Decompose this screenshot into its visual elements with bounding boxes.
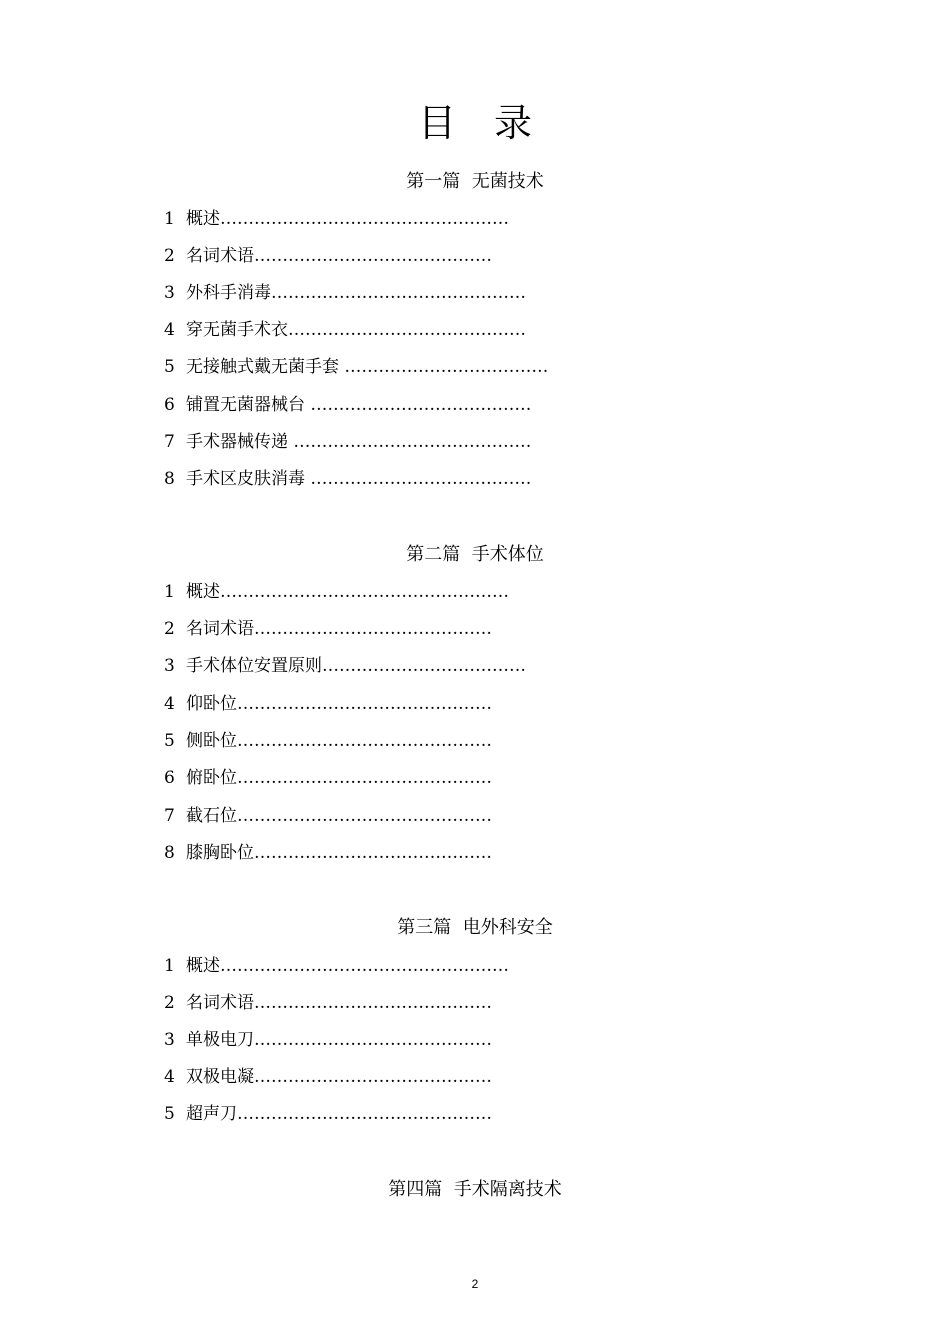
entry-leader: ………………………………………	[271, 283, 526, 303]
toc-entry[interactable]	[164, 355, 548, 379]
entry-leader: ……………………………………………	[220, 582, 509, 602]
toc-entry[interactable]	[164, 467, 531, 491]
entry-leader: ………………………………………	[237, 1104, 492, 1124]
entry-leader: ……………………………………	[254, 246, 492, 266]
toc-entry[interactable]	[164, 281, 526, 305]
entry-number: 1	[164, 582, 175, 602]
entry-title: 单极电刀	[186, 1030, 254, 1050]
entry-leader: ………………………………………	[237, 806, 492, 826]
entry-leader: ……………………………………	[254, 1067, 492, 1087]
entry-leader: …………………………………	[305, 469, 532, 489]
toc-entry[interactable]	[164, 1102, 492, 1126]
entry-title: 名词术语	[186, 993, 254, 1013]
page-title: 目录	[417, 101, 570, 145]
toc-entry[interactable]	[164, 991, 492, 1015]
entry-title: 膝胸卧位	[186, 843, 254, 863]
toc-entry[interactable]	[164, 1065, 492, 1089]
entry-leader: ……………………………………	[254, 1030, 492, 1050]
entry-title: 双极电凝	[186, 1067, 254, 1087]
toc-entry[interactable]	[164, 617, 492, 641]
entry-number: 1	[164, 209, 175, 229]
entry-leader: ……………………………………	[254, 993, 492, 1013]
toc-entry[interactable]	[164, 244, 492, 268]
part-heading-4: 第四篇 手术隔离技术	[388, 1179, 562, 1200]
toc-entry[interactable]	[164, 393, 531, 417]
entry-leader: ……………………………………	[288, 320, 526, 340]
entry-number: 1	[164, 956, 175, 976]
entry-title: 手术器械传递	[186, 432, 288, 452]
entry-number: 2	[164, 619, 175, 639]
entry-number: 5	[164, 731, 175, 751]
toc-entry[interactable]	[164, 729, 492, 753]
toc-entry[interactable]	[164, 654, 526, 678]
entry-title: 手术体位安置原则	[186, 656, 322, 676]
entry-number: 4	[164, 1067, 175, 1087]
part-heading-3: 第三篇 电外科安全	[397, 917, 553, 938]
entry-number: 5	[164, 357, 175, 377]
entry-number: 2	[164, 993, 175, 1013]
entry-title: 侧卧位	[186, 731, 237, 751]
entry-leader: ………………………………………	[237, 768, 492, 788]
toc-entry[interactable]	[164, 318, 526, 342]
entry-leader: ………………………………………	[237, 694, 492, 714]
page-number: 2	[471, 1277, 479, 1291]
entry-leader: ……………………………………………	[220, 209, 509, 229]
entry-title: 铺置无菌器械台	[186, 395, 305, 415]
toc-entry[interactable]	[164, 954, 509, 978]
part-heading-1: 第一篇 无菌技术	[406, 171, 544, 192]
toc-entry[interactable]	[164, 580, 509, 604]
entry-number: 3	[164, 1030, 175, 1050]
part-heading-2: 第二篇 手术体位	[406, 544, 544, 565]
entry-title: 手术区皮肤消毒	[186, 469, 305, 489]
entry-title: 概述	[186, 956, 220, 976]
toc-entry[interactable]	[164, 430, 531, 454]
toc-entry[interactable]	[164, 207, 509, 231]
entry-number: 3	[164, 283, 175, 303]
entry-number: 6	[164, 768, 175, 788]
toc-entry[interactable]	[164, 841, 492, 865]
entry-number: 5	[164, 1104, 175, 1124]
toc-entry[interactable]	[164, 766, 492, 790]
entry-leader: ……………………………………	[254, 843, 492, 863]
entry-number: 8	[164, 469, 175, 489]
entry-number: 6	[164, 395, 175, 415]
entry-title: 概述	[186, 582, 220, 602]
entry-title: 截石位	[186, 806, 237, 826]
entry-number: 4	[164, 694, 175, 714]
entry-number: 4	[164, 320, 175, 340]
entry-leader: ……………………………………	[288, 432, 532, 452]
entry-title: 无接触式戴无菌手套	[186, 357, 339, 377]
entry-title: 概述	[186, 209, 220, 229]
entry-number: 2	[164, 246, 175, 266]
entry-number: 7	[164, 432, 175, 452]
entry-number: 3	[164, 656, 175, 676]
entry-leader: …………………………………	[305, 395, 532, 415]
toc-entry[interactable]	[164, 804, 492, 828]
entry-leader: ……………………………………………	[220, 956, 509, 976]
entry-title: 俯卧位	[186, 768, 237, 788]
toc-entry[interactable]	[164, 692, 492, 716]
entry-title: 名词术语	[186, 246, 254, 266]
entry-title: 穿无菌手术衣	[186, 320, 288, 340]
toc-entry[interactable]	[164, 1028, 492, 1052]
entry-leader: ………………………………	[339, 357, 549, 377]
entry-leader: ………………………………	[322, 656, 526, 676]
entry-leader: ……………………………………	[254, 619, 492, 639]
entry-title: 超声刀	[186, 1104, 237, 1124]
entry-title: 外科手消毒	[186, 283, 271, 303]
entry-leader: ………………………………………	[237, 731, 492, 751]
entry-title: 名词术语	[186, 619, 254, 639]
entry-number: 8	[164, 843, 175, 863]
entry-number: 7	[164, 806, 175, 826]
entry-title: 仰卧位	[186, 694, 237, 714]
